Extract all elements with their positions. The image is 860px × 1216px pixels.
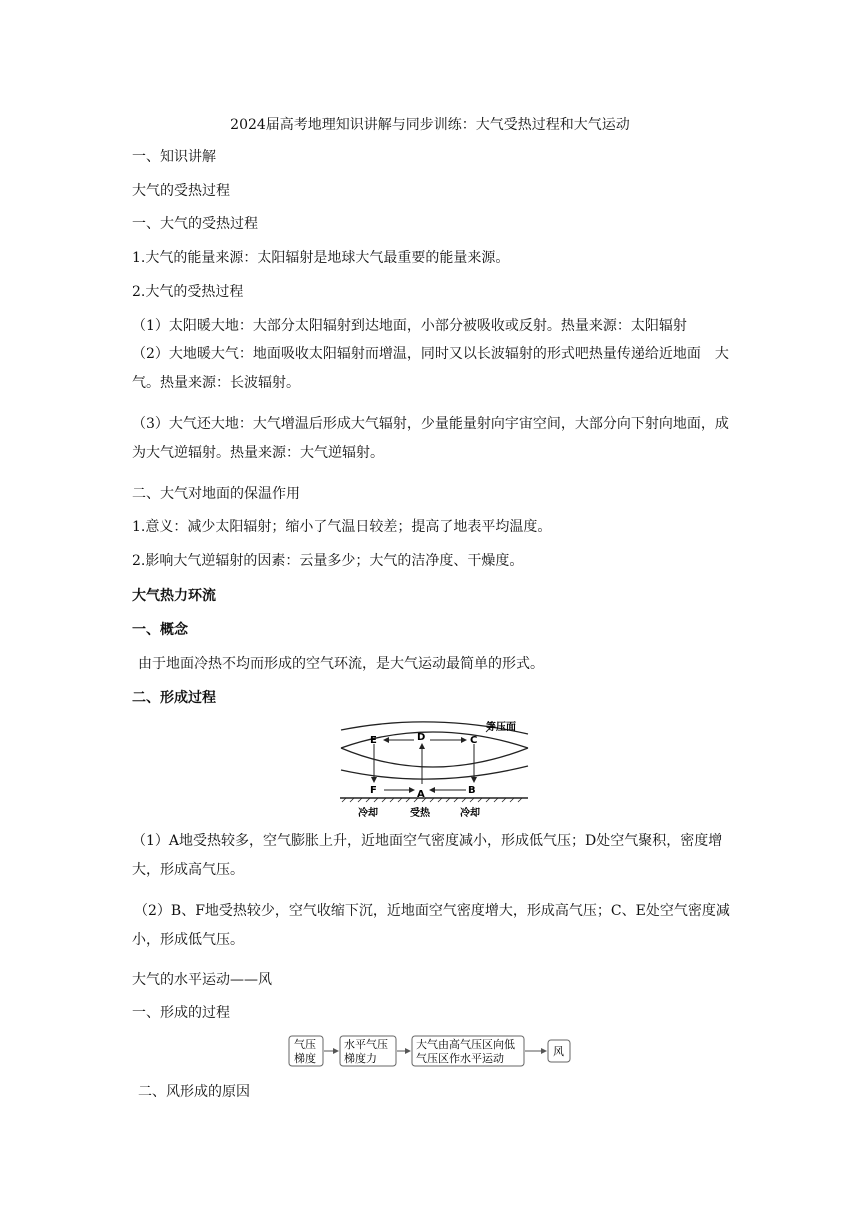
flow-box1-line1: 气压 <box>294 1038 316 1051</box>
flow-box3-line2: 气压区作水平运动 <box>416 1052 504 1065</box>
ground-label-cool-left: 冷却 <box>358 808 378 819</box>
section-heading: 二、形成过程 <box>132 690 216 706</box>
section-heading: 一、大气的受热过程 <box>132 216 258 232</box>
section-heading: 大气热力环流 <box>132 588 216 604</box>
point-d-label: D <box>417 732 426 743</box>
point-b-label: B <box>468 785 476 796</box>
point-e-label: E <box>370 735 377 746</box>
paragraph: 2.影响大气逆辐射的因素：云量多少；大气的洁净度、干燥度。 <box>132 553 524 569</box>
ground-label-cool-right: 冷却 <box>460 808 480 819</box>
flow-box2-line2: 梯度力 <box>344 1052 377 1065</box>
document-title: 2024届高考地理知识讲解与同步训练：大气受热过程和大气运动 <box>230 117 630 133</box>
isobar-label: 等压面 <box>486 722 516 733</box>
section-heading: 二、大气对地面的保温作用 <box>132 486 300 502</box>
paragraph: （3）大气还大地：大气增温后形成大气辐射，少量能量射向宇宙空间，大部分向下射向地面，成为大气逆辐射。热量来源：大气逆辐射。 <box>132 416 729 461</box>
paragraph: （2）B、F地受热较少，空气收缩下沉，近地面空气密度增大，形成高气压；C、E处空气密度减小，形成低气压。 <box>132 903 730 948</box>
paragraph: 由于地面冷热不均而形成的空气环流，是大气运动最简单的形式。 <box>138 656 544 672</box>
point-f-label: F <box>370 785 377 796</box>
paragraph: 1.意义：减少太阳辐射；缩小了气温日较差；提高了地表平均温度。 <box>132 519 552 535</box>
section-heading: 大气的水平运动——风 <box>132 972 272 988</box>
paragraph: （1）太阳暖大地：大部分太阳辐射到达地面，小部分被吸收或反射。热量来源：太阳辐射 <box>132 318 687 334</box>
ground-label-heated: 受热 <box>410 808 430 819</box>
paragraph: 2.大气的受热过程 <box>132 284 244 300</box>
section-heading: 一、知识讲解 <box>132 149 216 165</box>
wind-formation-flowchart <box>288 1034 572 1068</box>
flow-box4: 风 <box>553 1045 564 1058</box>
section-heading: 一、概念 <box>132 622 188 638</box>
section-heading: 二、风形成的原因 <box>138 1084 250 1100</box>
flow-box1-line2: 梯度 <box>294 1052 316 1065</box>
section-heading: 大气的受热过程 <box>132 183 230 199</box>
thermal-circulation-diagram <box>336 718 530 820</box>
flow-box2-line1: 水平气压 <box>344 1038 388 1051</box>
paragraph: 1.大气的能量来源：太阳辐射是地球大气最重要的能量来源。 <box>132 250 510 266</box>
section-heading: 一、形成的过程 <box>132 1005 230 1021</box>
point-a-label: A <box>417 789 425 800</box>
paragraph: （2）大地暖大气：地面吸收太阳辐射而增温，同时又以长波辐射的形式吧热量传递给近地面 大气。热量来源：长波辐射。 <box>132 346 729 391</box>
flow-box3-line1: 大气由高气压区向低 <box>416 1038 515 1051</box>
point-c-label: C <box>470 735 478 746</box>
paragraph: （1）A地受热较多，空气膨胀上升，近地面空气密度减小，形成低气压；D处空气聚积，密度增大，形成高气压。 <box>132 833 723 878</box>
